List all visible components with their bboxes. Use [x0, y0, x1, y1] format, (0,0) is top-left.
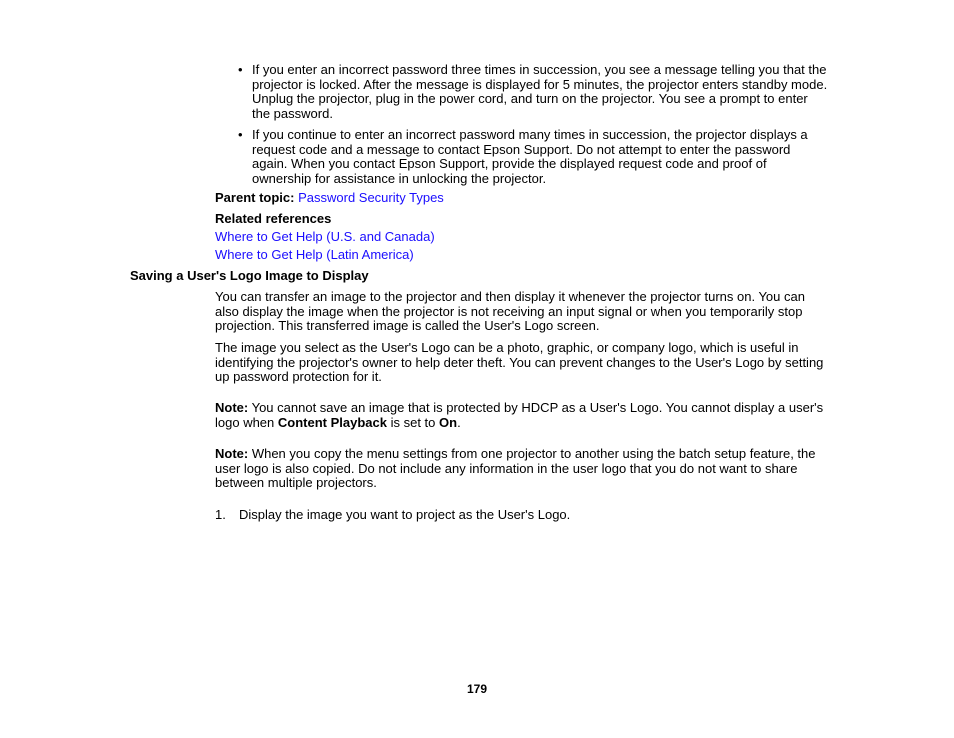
- note-bold-term: Content Playback: [277, 414, 387, 430]
- note-text: is set to: [386, 414, 440, 430]
- bullet-text: If you continue to enter an incorrect password many times in succession, the projector displays a request code and a message to contact Epson Support. Do not attempt to enter the password again. When you contact Epson Support, provide the displayed request code and proof of ownership for assistance in unlocking the projector.: [252, 127, 808, 186]
- note-bold-term: On: [439, 414, 458, 430]
- bullet-glyph: •: [238, 127, 243, 142]
- step-text: Display the image you want to project as the User's Logo.: [239, 507, 571, 522]
- paragraph: You can transfer an image to the projector and then display it whenever the projector turns on. You can also display the image when the projector is not receiving an input signal or when you temporarily stop projection. This transferred image is called the User's Logo screen.: [215, 289, 805, 333]
- bullet-list: [238, 63, 828, 193]
- parent-topic: [215, 191, 827, 206]
- bullet-text: If you enter an incorrect password three times in succession, you see a message telling you that the projector is locked. After the message is displayed for 5 minutes, the projector enters standby mode. Unplug the projector, plug in the power cord, and turn on the projector. You see a prompt to enter the password.: [252, 62, 828, 121]
- related-link-row: [215, 230, 827, 245]
- note-text: You cannot save an image that is protected by HDCP as a User's Logo. You cannot display a user's logo when: [215, 400, 824, 430]
- step-number: 1.: [215, 507, 226, 522]
- related-link-latin-america[interactable]: Where to Get Help (Latin America): [215, 247, 414, 262]
- note-hdcp: [215, 401, 827, 430]
- note-label: Note:: [215, 446, 249, 461]
- parent-topic-link[interactable]: Password Security Types: [298, 190, 444, 205]
- note-label: Note:: [215, 400, 249, 415]
- bullet-item: [238, 128, 828, 186]
- related-references-label: Related references: [215, 211, 332, 226]
- note-text: .: [457, 414, 461, 430]
- note-text: When you copy the menu settings from one projector to another using the batch setup feature, the user logo is also copied. Do not include any information in the user logo that you do not want to share between multiple projectors.: [215, 446, 816, 490]
- note-batch-setup: [215, 447, 827, 491]
- parent-topic-label: Parent topic:: [215, 190, 295, 205]
- page-number: 179: [466, 682, 488, 696]
- related-references-heading: [215, 212, 827, 227]
- bullet-item: [238, 63, 828, 121]
- related-link-row: [215, 248, 827, 263]
- step-item: [215, 508, 827, 523]
- paragraph: The image you select as the User's Logo can be a photo, graphic, or company logo, which is useful in identifying the projector's owner to help deter theft. You can prevent changes to the User's Logo by setting up password protection for it.: [215, 340, 824, 384]
- bullet-glyph: •: [238, 62, 243, 77]
- section-heading: Saving a User's Logo Image to Display: [130, 268, 369, 283]
- related-link-us-canada[interactable]: Where to Get Help (U.S. and Canada): [215, 229, 435, 244]
